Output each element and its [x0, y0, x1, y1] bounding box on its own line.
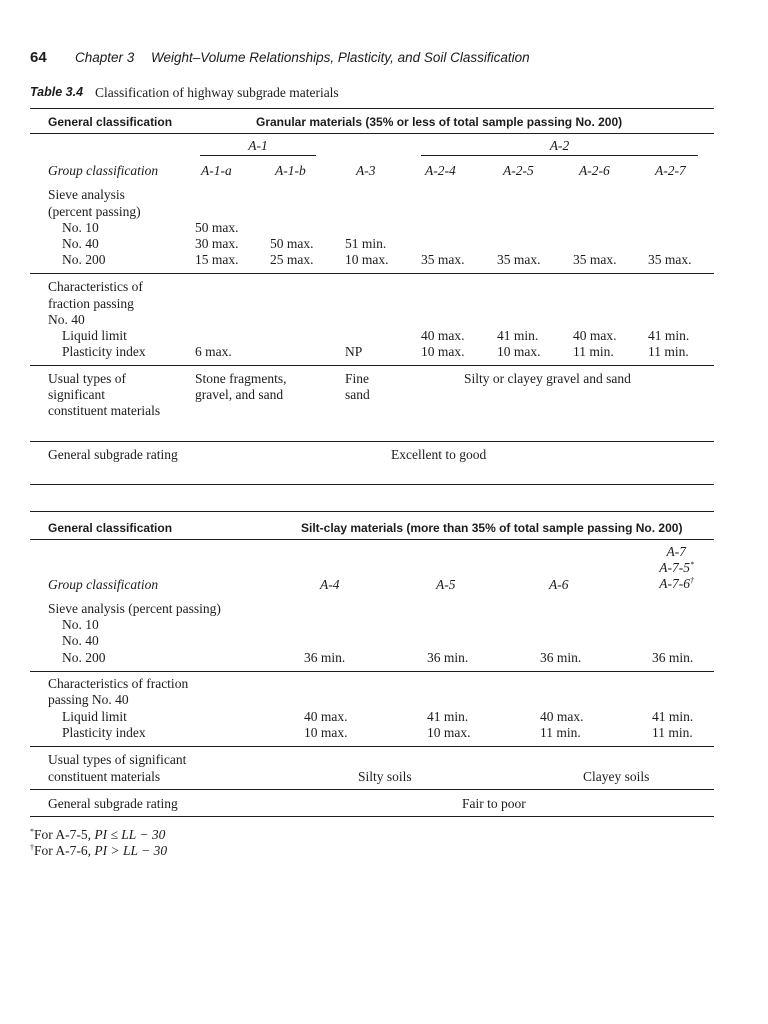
- no200-a-6: 36 min.: [540, 650, 582, 665]
- no200-label: No. 200: [62, 252, 106, 267]
- usual-types-silty: Silty soils: [358, 769, 412, 784]
- no40-label: No. 40: [62, 633, 99, 648]
- no200-label: No. 200: [62, 650, 106, 665]
- pi-a-6: 11 min.: [540, 725, 581, 740]
- no10-label: No. 10: [62, 220, 99, 235]
- ll-a-4: 40 max.: [304, 709, 348, 724]
- no40-a-1-b: 50 max.: [270, 236, 314, 251]
- group-a-3: A-3: [356, 163, 376, 178]
- group-a-5: A-5: [436, 577, 456, 592]
- group-a1-label: A-1: [248, 138, 268, 153]
- no200-a-2-6: 35 max.: [573, 252, 617, 267]
- subgrade-rating-label: General subgrade rating: [48, 447, 178, 462]
- no200-a-5: 36 min.: [427, 650, 469, 665]
- plasticity-index-label: Plasticity index: [62, 344, 146, 359]
- table-rule: [30, 816, 714, 817]
- table-rule: [30, 441, 714, 442]
- group-a-6: A-6: [549, 577, 569, 592]
- characteristics-label: Characteristics of fraction: [48, 676, 189, 691]
- footnote-a-7-5: *For A-7-5, PI ≤ LL − 30: [30, 827, 166, 842]
- ll-a-7: 41 min.: [652, 709, 694, 724]
- group-a-2-6: A-2-6: [579, 163, 610, 178]
- no200-a-2-5: 35 max.: [497, 252, 541, 267]
- group-a2-label: A-2: [549, 138, 570, 153]
- usual-types-label: Usual types of significant constituent materials: [48, 371, 161, 418]
- pi-a-1: 6 max.: [195, 344, 232, 359]
- usual-types-a-2: Silty or clayey gravel and sand: [464, 371, 631, 386]
- group-a1-underline: [200, 155, 316, 156]
- group-a2-underline: [421, 155, 698, 156]
- characteristics-label: passing No. 40: [48, 692, 129, 707]
- granular-materials-heading: Granular materials (35% or less of total sample passing No. 200): [256, 115, 623, 129]
- no200-a-1-b: 25 max.: [270, 252, 314, 267]
- usual-types-a-3: Fine sand: [345, 371, 370, 402]
- group-a-2-4: A-2-4: [425, 163, 456, 178]
- general-classification-label: General classification: [48, 521, 173, 535]
- table-rule: [30, 273, 714, 274]
- chapter-title: Weight–Volume Relationships, Plasticity, and Soil Classification: [151, 50, 530, 65]
- ll-a-2-5: 41 min.: [497, 328, 539, 343]
- chapter-label: Chapter 3: [75, 50, 135, 65]
- pi-a-2-5: 10 max.: [497, 344, 541, 359]
- pi-a-2-6: 11 min.: [573, 344, 614, 359]
- group-a-1-a: A-1-a: [201, 163, 232, 178]
- no200-a-2-4: 35 max.: [421, 252, 465, 267]
- subgrade-rating-value: Excellent to good: [391, 447, 487, 462]
- group-classification-label: Group classification: [48, 163, 159, 178]
- no200-a-4: 36 min.: [304, 650, 346, 665]
- table-caption: Classification of highway subgrade materials: [95, 85, 339, 100]
- usual-types-a-1: Stone fragments, gravel, and sand: [195, 371, 287, 402]
- subgrade-rating-label: General subgrade rating: [48, 796, 178, 811]
- group-a-7-label: A-7: [666, 544, 686, 559]
- no40-a-1-a: 30 max.: [195, 236, 239, 251]
- pi-a-7: 11 min.: [652, 725, 693, 740]
- footnote-marker: *: [30, 827, 34, 836]
- ll-a-2-6: 40 max.: [573, 328, 617, 343]
- group-a-4: A-4: [320, 577, 340, 592]
- footnote-a-7-6: †For A-7-6, PI > LL − 30: [30, 843, 168, 858]
- ll-a-6: 40 max.: [540, 709, 584, 724]
- table-rule: [30, 539, 714, 540]
- group-a-7-5-label: A-7-5*: [659, 560, 694, 575]
- usual-types-label: Usual types of significant: [48, 752, 187, 767]
- sieve-analysis-label: Sieve analysis: [48, 187, 125, 202]
- no10-label: No. 10: [62, 617, 99, 632]
- silt-clay-materials-heading: Silt-clay materials (more than 35% of total sample passing No. 200): [301, 521, 683, 535]
- group-a-1-b: A-1-b: [275, 163, 306, 178]
- table-rule: [30, 671, 714, 672]
- ll-a-5: 41 min.: [427, 709, 469, 724]
- usual-types-clayey: Clayey soils: [583, 769, 650, 784]
- table-rule: [30, 746, 714, 747]
- ll-a-2-4: 40 max.: [421, 328, 465, 343]
- pi-a-2-7: 11 min.: [648, 344, 689, 359]
- no40-label: No. 40: [62, 236, 99, 251]
- no200-a-7: 36 min.: [652, 650, 694, 665]
- liquid-limit-label: Liquid limit: [62, 709, 127, 724]
- sieve-analysis-label: Sieve analysis (percent passing): [48, 601, 221, 616]
- subgrade-rating-value: Fair to poor: [462, 796, 526, 811]
- table-rule: [30, 511, 714, 512]
- no10-a-1-a: 50 max.: [195, 220, 239, 235]
- page-number: 64: [30, 49, 47, 66]
- pi-a-4: 10 max.: [304, 725, 348, 740]
- group-classification-label: Group classification: [48, 577, 159, 592]
- table-label: Table 3.4: [30, 85, 84, 99]
- plasticity-index-label: Plasticity index: [62, 725, 146, 740]
- no40-a-3: 51 min.: [345, 236, 387, 251]
- footnote-marker: †: [690, 576, 694, 585]
- general-classification-label: General classification: [48, 115, 173, 129]
- pi-a-2-4: 10 max.: [421, 344, 465, 359]
- table-rule: [30, 133, 714, 134]
- no200-a-2-7: 35 max.: [648, 252, 692, 267]
- pi-a-5: 10 max.: [427, 725, 471, 740]
- table-rule: [30, 108, 714, 109]
- group-a-2-5: A-2-5: [503, 163, 534, 178]
- footnote-marker: †: [30, 843, 34, 852]
- no200-a-1-a: 15 max.: [195, 252, 239, 267]
- characteristics-label: Characteristics of: [48, 279, 143, 294]
- characteristics-label: No. 40: [48, 312, 85, 327]
- table-rule: [30, 789, 714, 790]
- characteristics-label: fraction passing: [48, 296, 134, 311]
- table-rule: [30, 365, 714, 366]
- usual-types-label: constituent materials: [48, 769, 161, 784]
- liquid-limit-label: Liquid limit: [62, 328, 127, 343]
- group-a-2-7: A-2-7: [655, 163, 686, 178]
- ll-a-2-7: 41 min.: [648, 328, 690, 343]
- group-a-7-6-label: A-7-6†: [659, 576, 694, 591]
- footnote-marker: *: [690, 560, 694, 569]
- pi-a-3: NP: [345, 344, 363, 359]
- table-rule: [30, 484, 714, 485]
- no200-a-3: 10 max.: [345, 252, 389, 267]
- sieve-analysis-label: (percent passing): [48, 204, 141, 219]
